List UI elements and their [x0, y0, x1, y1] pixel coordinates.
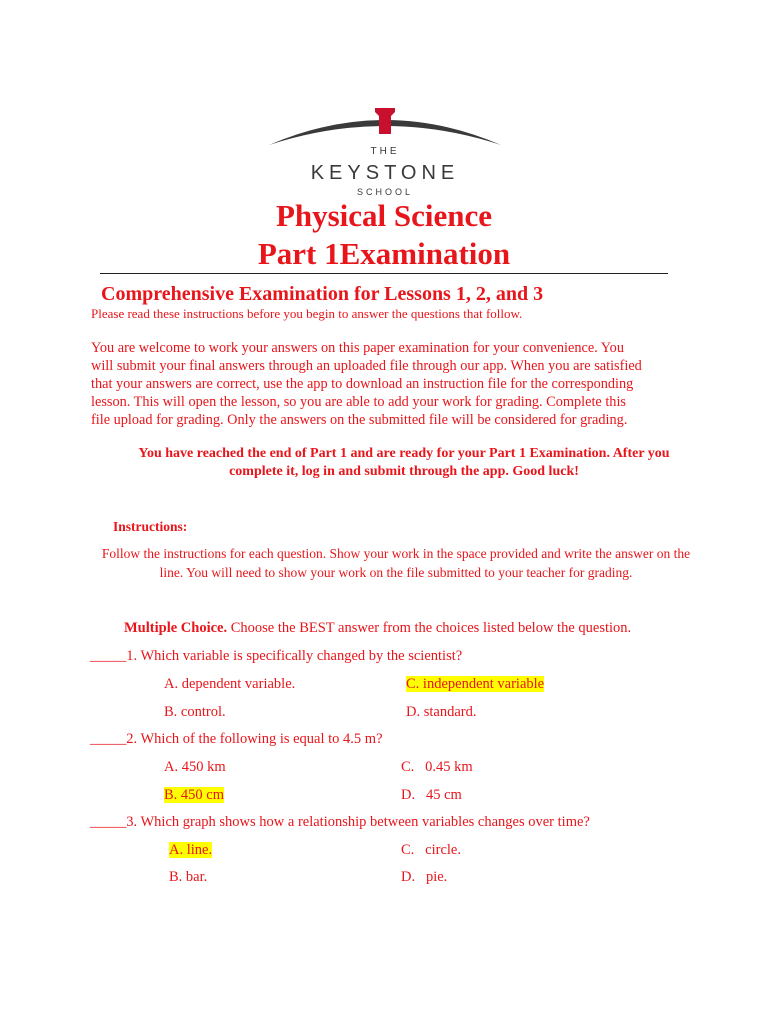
q3-option-c: C. circle.	[401, 842, 461, 858]
question-3: _____3. Which graph shows how a relationship between variables changes over time?	[90, 814, 590, 830]
q2-option-b: B. 450 cm	[164, 787, 225, 803]
logo-the: THE	[370, 146, 400, 157]
title-divider	[100, 273, 668, 274]
q1-option-a: A. dependent variable.	[164, 676, 296, 692]
keystone-logo	[265, 103, 505, 199]
paragraph-line: lesson. This will open the lesson, so you are able to add your work for grading. Complete this	[91, 394, 626, 410]
q3-option-d: D. pie.	[401, 869, 448, 885]
q1-option-c: C. independent variable	[406, 676, 545, 692]
multiple-choice-directions: Choose the BEST answer from the choices listed below the question.	[227, 620, 632, 636]
exam-subtitle: Comprehensive Examination for Lessons 1, 2, and 3	[101, 283, 544, 305]
q1-option-b: B. control.	[164, 704, 226, 720]
page-title-line2: Part 1Examination	[257, 236, 511, 271]
q3-option-a: A. line.	[169, 842, 213, 858]
end-of-part-message: You have reached the end of Part 1 and are ready for your Part 1 Examination. After you complete it, log in and submit through the app. Good luck!	[138, 446, 670, 479]
q3-option-b: B. bar.	[169, 869, 208, 885]
instructions-note: Please read these instructions before you begin to answer the questions that follow.	[91, 306, 523, 321]
q2-option-a: A. 450 km	[164, 759, 226, 775]
multiple-choice-heading	[124, 620, 631, 637]
intro-paragraph	[91, 339, 681, 429]
question-2: _____2. Which of the following is equal to 4.5 m?	[90, 731, 383, 747]
logo-keystone: KEYSTONE	[310, 162, 460, 184]
paragraph-line: You are welcome to work your answers on this paper examination for your convenience. You	[91, 340, 624, 356]
question-1: _____1. Which variable is specifically changed by the scientist?	[90, 648, 463, 664]
q2-option-d: D. 45 cm	[401, 787, 462, 803]
paragraph-line: that your answers are correct, use the app to download an instruction file for the corresponding	[91, 376, 634, 392]
q2-option-c: C. 0.45 km	[401, 759, 473, 775]
instructions-heading: Instructions:	[113, 519, 188, 534]
paragraph-line: file upload for grading. Only the answers on the submitted file will be considered for grading.	[91, 412, 628, 428]
q1-option-d: D. standard.	[406, 704, 477, 720]
multiple-choice-label: Multiple Choice.	[124, 620, 228, 636]
page-title-line1: Physical Science	[275, 198, 493, 233]
logo-school: SCHOOL	[356, 187, 414, 197]
instructions-text: Follow the instructions for each question. Show your work in the space provided and write the answer on the line. You will need to show your work on the file submitted to your teacher for grading.	[101, 546, 691, 580]
paragraph-line: will submit your final answers through an uploaded file through our app. When you are satisfied	[91, 358, 642, 374]
